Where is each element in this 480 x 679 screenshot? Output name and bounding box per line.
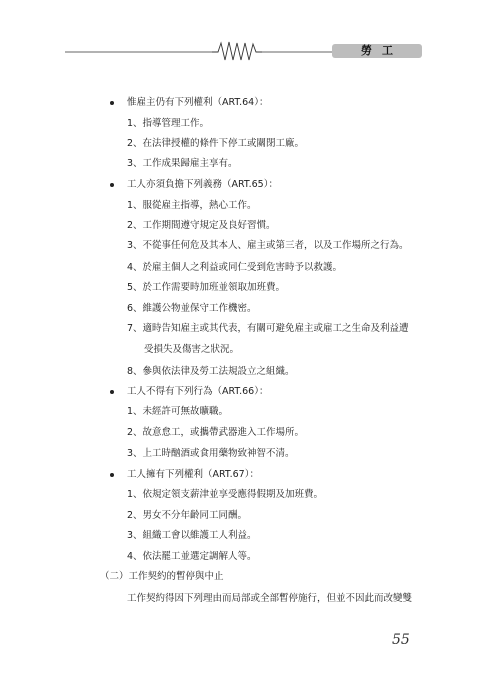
list-item: 2、在法律授權的條件下停工或關閉工廠。 <box>127 138 305 149</box>
list-item: 2、男女不分年齡同工同酬。 <box>127 510 248 521</box>
header-rule-zigzag <box>0 0 480 70</box>
list-item: 3、工作成果歸雇主享有。 <box>127 158 238 169</box>
list-item: 8、參與依法律及勞工法規設立之組織。 <box>127 366 295 377</box>
section-heading: （二）工作契約的暫停與中止 <box>100 571 224 582</box>
list-item: 3、不從事任何危及其本人、雇主或第三者，以及工作場所之行為。 <box>127 240 409 251</box>
bullet-point: 惟雇主仍有下列權利（ART.64）： <box>127 97 269 108</box>
list-item: 7、適時告知雇主或其代表，有關可避免雇主或雇工之生命及利益遭 <box>127 323 409 334</box>
bullet-icon <box>110 390 114 394</box>
list-item: 1、依規定領支薪津並享受應得假期及加班費。 <box>127 489 324 500</box>
bullet-point: 工人亦須負擔下列義務（ART.65）： <box>127 179 278 190</box>
chapter-title-tab: 勞工 <box>332 44 422 58</box>
bullet-icon <box>110 183 114 187</box>
list-item: 3、組織工會以維護工人利益。 <box>127 530 257 541</box>
list-item: 2、故意怠工，或攜帶武器進入工作場所。 <box>127 427 305 438</box>
list-item: 1、服從雇主指導，熱心工作。 <box>127 200 257 211</box>
list-item: 4、於雇主個人之利益或同仁受到危害時予以救護。 <box>127 262 343 273</box>
bullet-icon <box>110 101 114 105</box>
list-item: 6、維護公物並保守工作機密。 <box>127 303 257 314</box>
list-item-continuation: 受損失及傷害之狀況。 <box>144 344 240 355</box>
bullet-point: 工人擁有下列權利（ART.67）： <box>127 469 259 480</box>
list-item: 4、依法罷工並選定調解人等。 <box>127 551 257 562</box>
page-number: 55 <box>392 632 410 648</box>
list-item: 2、工作期間遵守規定及良好習慣。 <box>127 220 276 231</box>
list-item: 5、於工作需要時加班並領取加班費。 <box>127 282 286 293</box>
bullet-icon <box>110 473 114 477</box>
list-item: 3、上工時酗酒或食用藥物致神智不清。 <box>127 448 295 459</box>
list-item: 1、指導管理工作。 <box>127 118 210 129</box>
list-item: 1、未經許可無故曠職。 <box>127 406 229 417</box>
paragraph-text: 工作契約得因下列理由而局部或全部暫停施行，但並不因此而改變雙 <box>127 593 413 604</box>
bullet-point: 工人不得有下列行為（ART.66）： <box>127 386 269 397</box>
running-header <box>0 0 480 70</box>
